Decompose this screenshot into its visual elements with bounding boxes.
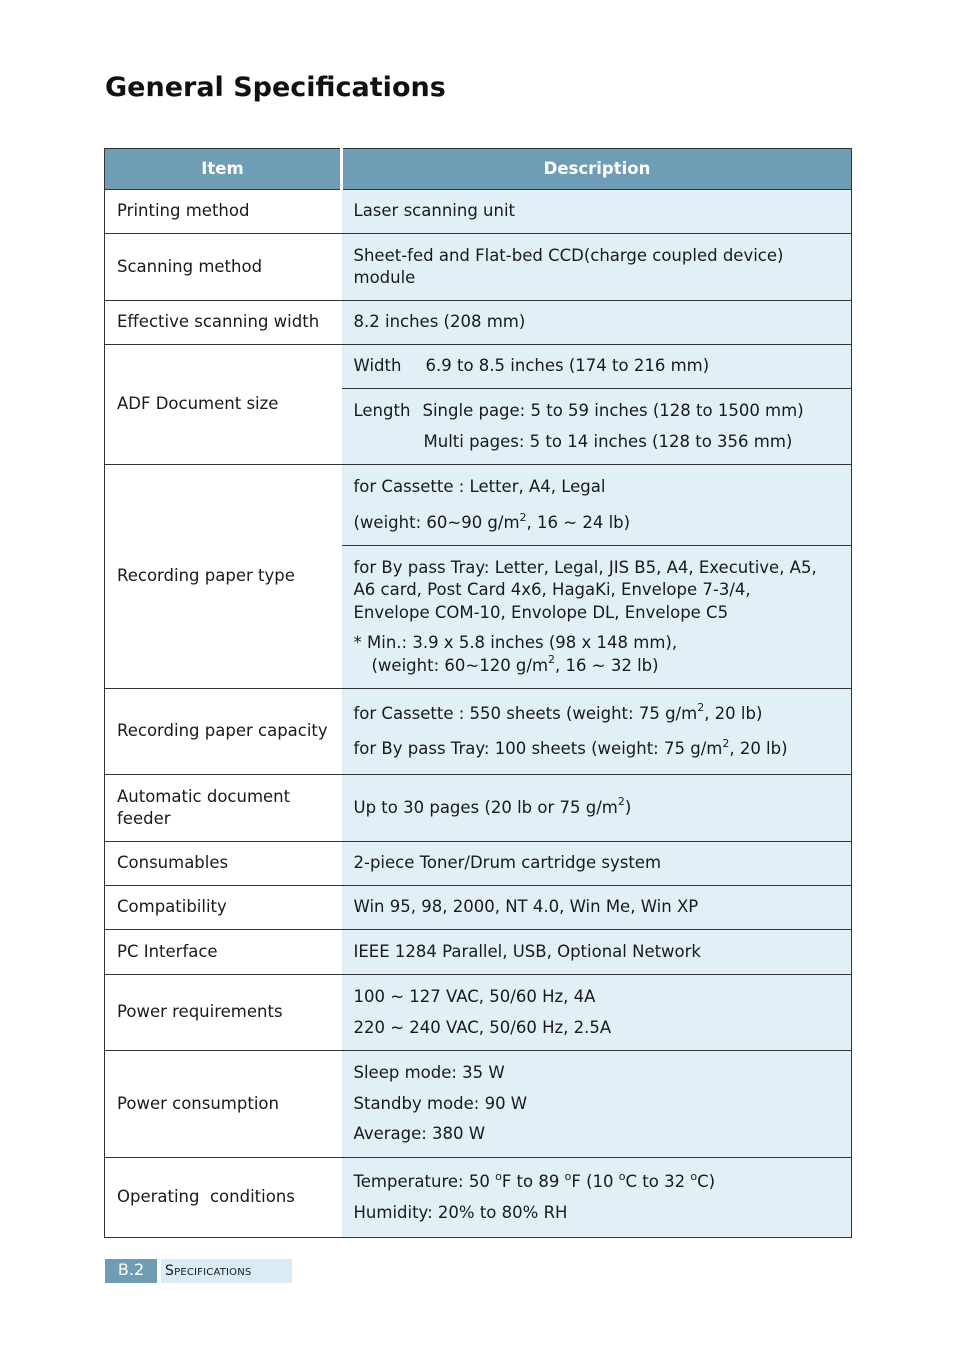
item-line: feeder	[117, 809, 171, 828]
table-row	[105, 975, 852, 1051]
item-cell: Recording paper type	[105, 465, 342, 689]
desc-text: (weight: 60~120 g/m	[371, 655, 549, 675]
item-text: Operating conditions	[117, 1187, 295, 1207]
desc-text: (weight: 60~90 g/m	[353, 513, 520, 532]
desc-line: Envelope COM-10, Envolope DL, Envelope C5	[353, 602, 729, 622]
item-cell: Power consumption	[105, 1051, 342, 1158]
length-value: Multi pages: 5 to 14 inches (128 to 356 mm)	[423, 431, 793, 451]
section-name: Specifications	[161, 1259, 292, 1283]
table-row	[105, 930, 852, 975]
table-row	[105, 1158, 852, 1238]
superscript: o	[618, 1169, 626, 1183]
desc-text: F to 89	[501, 1172, 565, 1191]
item-cell: Compatibility	[105, 886, 342, 930]
desc-cell: 8.2 inches (208 mm)	[342, 301, 852, 345]
desc-cell	[342, 1158, 852, 1238]
item-cell	[105, 1158, 342, 1238]
superscript: o	[564, 1169, 572, 1183]
table-row	[105, 775, 852, 842]
length-value: Single page: 5 to 59 inches (128 to 1500 mm)	[422, 401, 804, 420]
desc-cell	[342, 1051, 852, 1158]
item-cell: Effective scanning width	[105, 301, 342, 345]
desc-text: for Cassette : 550 sheets (weight: 75 g/m	[353, 703, 698, 723]
desc-cell: Laser scanning unit	[342, 190, 852, 234]
superscript: 2	[548, 653, 556, 667]
desc-line: Sheet-fed and Flat-bed CCD(charge coupled device)	[353, 245, 784, 265]
table-row	[105, 190, 852, 234]
desc-line: Average: 380 W	[353, 1124, 486, 1144]
table-row	[105, 1051, 852, 1158]
desc-text: F (10	[571, 1172, 619, 1191]
table-row	[105, 345, 852, 389]
desc-line: A6 card, Post Card 4x6, HagaKi, Envelope 7-3/4,	[353, 580, 751, 600]
table-row	[105, 234, 852, 301]
table-row	[105, 465, 852, 546]
desc-line: for Cassette : Letter, A4, Legal	[353, 476, 606, 496]
desc-text: Up to 30 pages (20 lb or 75 g/m	[353, 797, 618, 817]
desc-cell	[342, 546, 852, 689]
desc-cell	[342, 975, 852, 1051]
desc-cell	[342, 389, 852, 465]
item-cell: ADF Document size	[105, 345, 342, 465]
page-number: B.2	[105, 1259, 157, 1283]
desc-line: 220 ~ 240 VAC, 50/60 Hz, 2.5A	[353, 1017, 612, 1037]
desc-text: , 20 lb)	[704, 703, 763, 723]
desc-line: module	[353, 268, 416, 287]
desc-text: , 16 ~ 32 lb)	[555, 655, 659, 675]
desc-text: )	[624, 797, 632, 817]
width-label: Width	[353, 356, 402, 376]
spec-table	[104, 148, 852, 1238]
desc-cell	[342, 465, 852, 546]
desc-text: for By pass Tray: 100 sheets (weight: 75 g/m	[353, 739, 723, 758]
superscript: o	[690, 1169, 698, 1183]
width-value: 6.9 to 8.5 inches (174 to 216 mm)	[425, 356, 710, 376]
desc-text: , 16 ~ 24 lb)	[526, 513, 631, 532]
desc-line: Sleep mode: 35 W	[353, 1063, 505, 1083]
desc-line: Standby mode: 90 W	[353, 1093, 528, 1113]
item-cell: Consumables	[105, 842, 342, 886]
desc-cell	[342, 345, 852, 389]
desc-line: * Min.: 3.9 x 5.8 inches (98 x 148 mm),	[353, 633, 678, 653]
item-cell: Scanning method	[105, 234, 342, 301]
table-header-row	[105, 149, 852, 190]
table-row	[105, 689, 852, 775]
desc-cell: IEEE 1284 Parallel, USB, Optional Network	[342, 930, 852, 975]
superscript: o	[495, 1169, 502, 1183]
desc-cell	[342, 689, 852, 775]
desc-cell: 2-piece Toner/Drum cartridge system	[342, 842, 852, 886]
desc-cell: Win 95, 98, 2000, NT 4.0, Win Me, Win XP	[342, 886, 852, 930]
page-title: General Specifications	[105, 72, 446, 103]
superscript: 2	[722, 736, 730, 750]
desc-cell	[342, 775, 852, 842]
desc-cell	[342, 234, 852, 301]
desc-line: Humidity: 20% to 80% RH	[353, 1202, 568, 1222]
desc-text: C)	[697, 1172, 716, 1191]
item-cell: Printing method	[105, 190, 342, 234]
length-label: Length	[353, 401, 411, 420]
item-cell	[105, 775, 342, 842]
item-cell: PC Interface	[105, 930, 342, 975]
superscript: 2	[697, 701, 705, 714]
item-cell: Recording paper capacity	[105, 689, 342, 775]
table-row	[105, 842, 852, 886]
table-row	[105, 301, 852, 345]
desc-text: Temperature: 50	[353, 1172, 496, 1191]
superscript: 2	[617, 795, 625, 809]
superscript: 2	[519, 510, 527, 524]
desc-text: , 20 lb)	[729, 739, 788, 758]
desc-line: 100 ~ 127 VAC, 50/60 Hz, 4A	[353, 987, 596, 1006]
table-row	[105, 886, 852, 930]
item-cell: Power requirements	[105, 975, 342, 1051]
item-line: Automatic document	[117, 786, 291, 806]
desc-line: for By pass Tray: Letter, Legal, JIS B5, A4, Executive, A5,	[353, 557, 817, 577]
header-description: Description	[342, 149, 852, 190]
desc-text: C to 32	[625, 1172, 691, 1191]
header-item: Item	[105, 149, 342, 190]
